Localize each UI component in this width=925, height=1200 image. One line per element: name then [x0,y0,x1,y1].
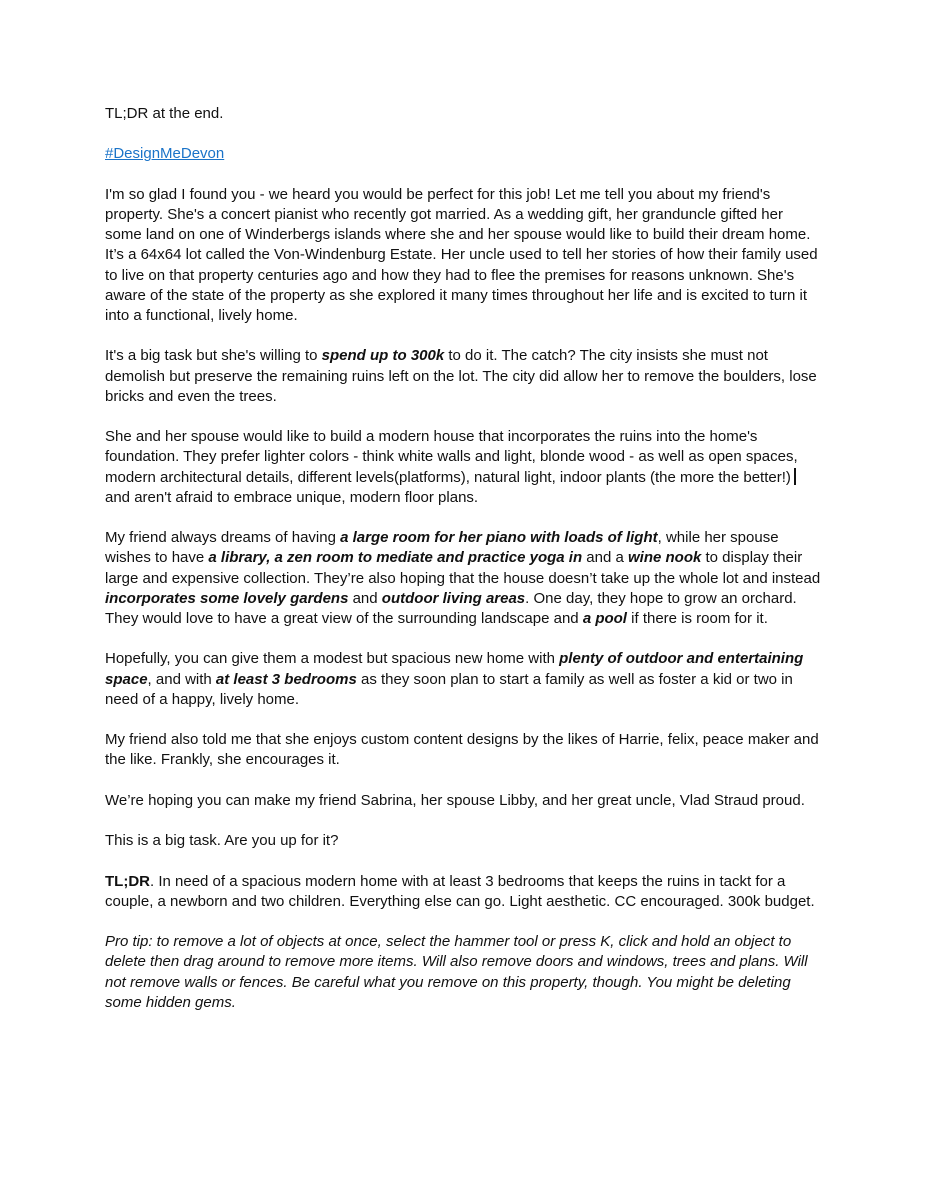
emphasis-piano-room: a large room for her piano with loads of light [340,529,658,547]
tldr-label: TL;DR [105,872,150,890]
emphasis-wine-nook: wine nook [627,549,702,567]
emphasis-library: a library, a zen room to mediate and practice yoga in [208,549,583,567]
text-run: She and her spouse would like to build a modern house that incorporates the ruins into the home's foundation. They prefer lighter colors - think white walls and light, blonde wood - as well as open spaces, modern architectural details, different levels(platforms), natural light, indoor plants (the more the better!) [105,428,798,486]
paragraph-home [105,649,821,710]
emphasis-budget: spend up to 300k [321,347,445,365]
text-run: , while her spouse wishes to have [105,529,779,567]
emphasis-gardens: incorporates some lovely gardens [105,589,349,607]
emphasis-pool: a pool [582,610,627,627]
intro-line: TL;DR at the end. [105,105,224,122]
emphasis-outdoor-living: outdoor living areas [381,589,526,607]
text-cursor [794,468,796,485]
text-run: to display their large and expensive collection. They’re also hoping that the house doesn’t take up the whole lot and instead [105,549,821,587]
paragraph-names: We’re hoping you can make my friend Sabrina, her spouse Libby, and her great uncle, Vlad Straud proud. [105,791,805,809]
text-run: and aren't afraid to embrace unique, modern floor plans. [105,488,479,506]
paragraph-budget [105,346,821,407]
emphasis-outdoor-space: plenty of outdoor and entertaining space [105,650,804,688]
document-page [105,104,821,1033]
hashtag-paragraph [105,144,821,164]
text-run: Hopefully, you can give them a modest but spacious new home with [105,650,560,668]
text-run: to do it. The catch? The city insists she must not demolish but preserve the remaining ruins left on the lot. The city did allow her to remove the boulders, lose bricks and even the trees. [105,347,817,405]
paragraph-tldr [105,872,821,912]
paragraph-question: This is a big task. Are you up for it? [105,832,339,850]
paragraph-custom-content: My friend also told me that she enjoys custom content designs by the likes of Harrie, felix, peace maker and the like. Frankly, she encourages it. [105,731,819,769]
text-run: It's a big task but she's willing to [105,347,322,365]
hashtag-link[interactable]: #DesignMeDevon [105,145,225,163]
paragraph-style [105,427,821,508]
text-run: and a [582,549,628,567]
text-run: , and with [147,670,216,688]
emphasis-bedrooms: at least 3 bedrooms [215,670,357,688]
text-run: . One day, they hope to grow an orchard. They would love to have a great view of the surrounding landscape and [105,589,797,627]
paragraph-pro-tip: Pro tip: to remove a lot of objects at once, select the hammer tool or press K, click and hold an object to delete then drag around to remove more items. Will also remove doors and windows, trees and plans. Will not remove walls or fences. Be careful what you remove on this property, though. You might be deleting some hidden gems. [105,933,808,1011]
text-run: My friend always dreams of having [105,529,341,547]
text-run: if there is room for it. [626,610,768,627]
text-run: and [348,589,382,607]
paragraph-rooms [105,528,821,629]
paragraph-property: I'm so glad I found you - we heard you would be perfect for this job! Let me tell you about my friend's property. She's a concert pianist who recently got married. As a wedding gift, her granduncle gifted her some land on one of Winderbergs islands where she and her spouse would like to build their dream home. It’s a 64x64 lot called the Von-Windenburg Estate. Her uncle used to tell her stories of how their family used to live on that property centuries ago and how they had to flee the premises for reasons unknown. She's aware of the state of the property as she explored it many times throughout her life and is excited to turn it into a functional, lively home. [105,185,818,324]
tldr-text: . In need of a spacious modern home with at least 3 bedrooms that keeps the ruins in tackt for a couple, a newborn and two children. Everything else can go. Light aesthetic. CC encouraged. 300k budget. [105,872,815,910]
text-run: as they soon plan to start a family as well as foster a kid or two in need of a happy, lively home. [105,670,793,708]
